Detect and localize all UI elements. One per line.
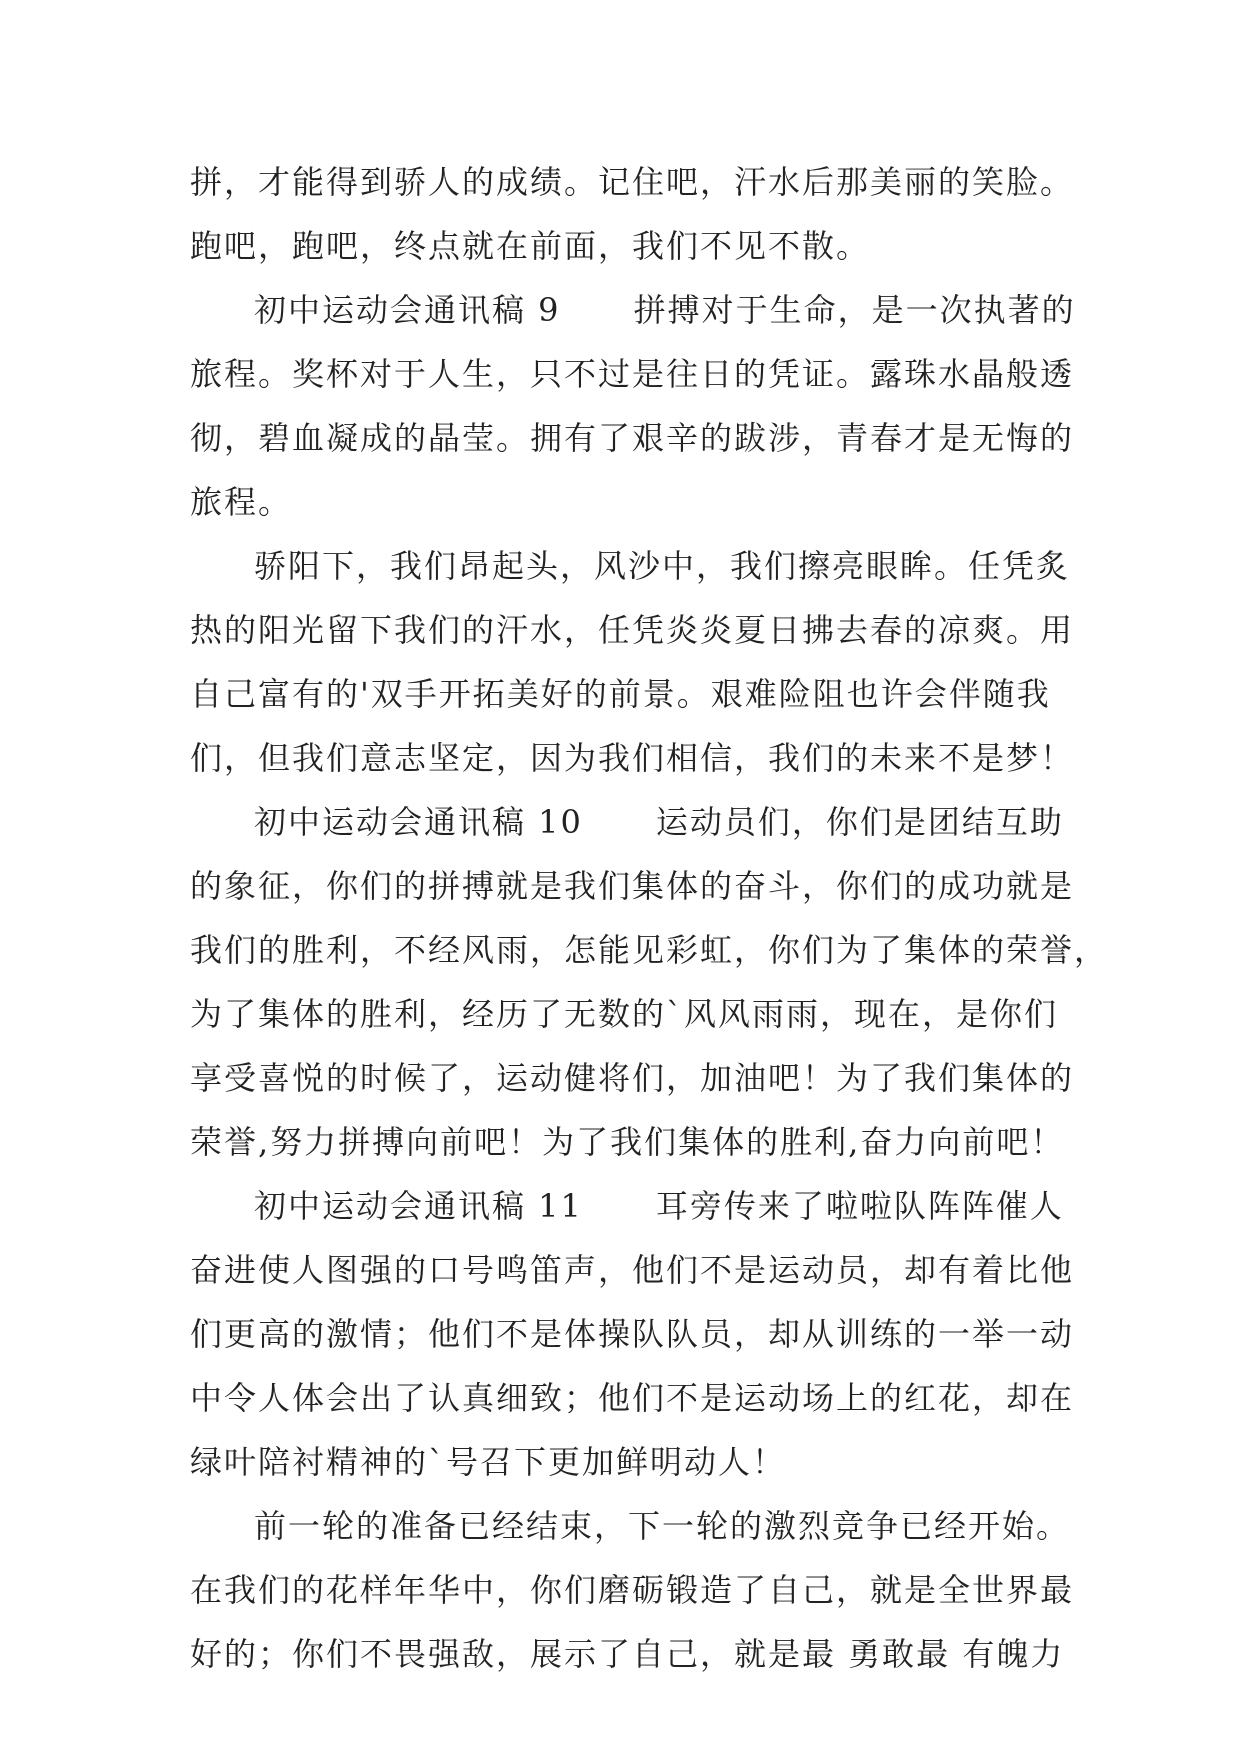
text-line: 荣誉,努力拼搏向前吧！为了我们集体的胜利,奋力向前吧！: [190, 1123, 1065, 1161]
section-heading-line: 初中运动会通讯稿 9 拼搏对于生命，是一次执著的: [254, 291, 1076, 329]
text-line: 在我们的花样年华中，你们磨砺锻造了自己，就是全世界最: [190, 1571, 1075, 1609]
paragraph-start-line: 前一轮的准备已经结束，下一轮的激烈竞争已经开始。: [254, 1507, 1071, 1545]
text-line: 的象征，你们的拼搏就是我们集体的奋斗，你们的成功就是: [190, 867, 1075, 905]
text-line: 拼，才能得到骄人的成绩。记住吧，汗水后那美丽的笑脸。: [190, 163, 1075, 201]
text-line: 享受喜悦的时候了，运动健将们，加油吧！为了我们集体的: [190, 1059, 1075, 1097]
text-line: 为了集体的胜利，经历了无数的`风风雨雨，现在，是你们: [190, 995, 1059, 1033]
text-line: 彻，碧血凝成的晶莹。拥有了艰辛的跋涉，青春才是无悔的: [190, 419, 1075, 457]
article-body: [190, 150, 1109, 1686]
section-heading-line: 初中运动会通讯稿 11 耳旁传来了啦啦队阵阵催人: [254, 1187, 1064, 1225]
text-line: 奋进使人图强的口号鸣笛声，他们不是运动员，却有着比他: [190, 1251, 1075, 1289]
paragraph-start-line: 骄阳下，我们昂起头，风沙中，我们擦亮眼眸。任凭炙: [254, 547, 1071, 585]
text-line: 们，但我们意志坚定，因为我们相信，我们的未来不是梦！: [190, 739, 1075, 777]
text-line: 旅程。奖杯对于人生，只不过是往日的凭证。露珠水晶般透: [190, 355, 1075, 393]
text-line: 绿叶陪衬精神的`号召下更加鲜明动人！: [190, 1443, 787, 1481]
text-line: 们更高的激情；他们不是体操队队员，却从训练的一举一动: [190, 1315, 1075, 1353]
text-line: 自己富有的'双手开拓美好的前景。艰难险阻也许会伴随我: [190, 675, 1051, 713]
text-line: 热的阳光留下我们的汗水，任凭炎炎夏日拂去春的凉爽。用: [190, 611, 1075, 649]
text-line: 跑吧，跑吧，终点就在前面，我们不见不散。: [190, 227, 871, 265]
text-line: 中令人体会出了认真细致；他们不是运动场上的红花，却在: [190, 1379, 1075, 1417]
text-line: 好的；你们不畏强敌，展示了自己，就是最 勇敢最 有魄力: [190, 1635, 1065, 1673]
text-line: 我们的胜利，不经风雨，怎能见彩虹，你们为了集体的荣誉，: [190, 931, 1109, 969]
section-heading-line: 初中运动会通讯稿 10 运动员们，你们是团结互助: [254, 803, 1064, 841]
text-line: 旅程。: [190, 483, 293, 521]
